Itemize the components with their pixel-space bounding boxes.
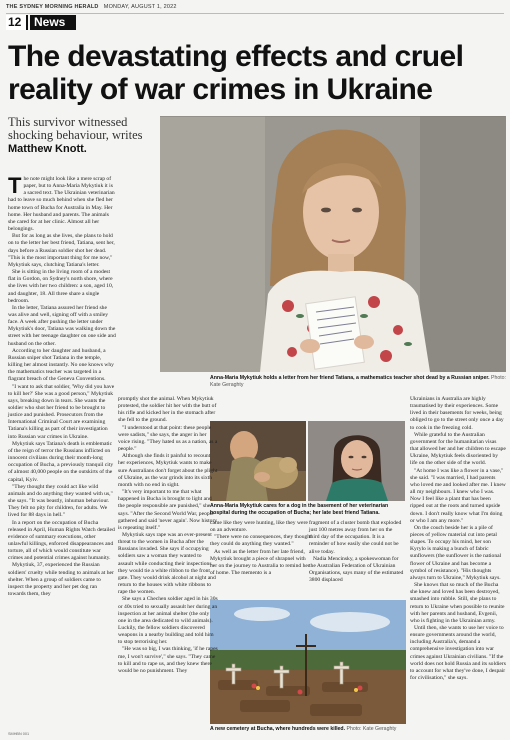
paragraph: She is sitting in the living room of a modest flat in Gordon, on Sydney's north shore, where she lives with her two children: a son, aged 10, and daughter, 18. All three share a single bedroom. (8, 269, 114, 304)
body-column-3 (210, 520, 312, 577)
paragraph: Until then, she wants to use her voice to ensure governments around the world, including Australia's, demand a comprehensive investigation into war crimes against Ukrainian civilians. "If the world does not hold Russia and its soldiers to account for what they've done, I despair for civilisation," she says. (410, 625, 506, 682)
paragraph: While grateful to the Australian government for the humanitarian visas that allowed her and her children to escape Ukraine, Mykytiuk feels disoriented by life on the other side of the world. (410, 431, 506, 467)
paragraph: "I want to ask that soldier, 'Why did you have to kill her?' She was a good person," Mykytiuk says, breaking down in tears. She wants the soldier who shot her friend to be brought to justice and punished. Prosecutors from the International Criminal Court are examining Tatiana's killing as part of their investigation into Russian war crimes in Ukraine. (8, 383, 115, 440)
print-code: SMHBN 001 (8, 732, 30, 736)
paragraph: "At home I was like a flower in a vase," she said. "I was married, I had parents who loved me and looked after me. I knew all my neighbours. I knew who I was. Now I feel like a plant that has been ripped out at the roots and turned upside down. I don't really know what I'm doing or who I am any more." (410, 467, 506, 524)
paragraph: "It's very important to me that what happened in Bucha is brought to light and the people responsible are punished," she says. "After the Second World War, people gathered and said 'never again'. Now history is repeating itself." (118, 489, 218, 531)
paragraph: Although she finds it painful to recount her experiences, Mykytiuk wants to make sure Australians don't forget about the plight of Ukraine, as the war grinds into its sixth month with no end in sight. (118, 453, 218, 488)
inset-photo-friend (308, 421, 405, 501)
issue-date: MONDAY, AUGUST 1, 2022 (103, 4, 177, 10)
body-column-5 (410, 396, 506, 682)
standfirst (8, 116, 158, 156)
friend-portrait-image (308, 421, 405, 501)
paragraph: Ukrainians in Australia are highly traumatised by their experiences. Some lived in their basements for weeks, being obliged to go to the street only once a day to cook in the freezing cold. (410, 396, 504, 431)
paragraph: "He was so big, I was thinking, 'if he rapes me, I won't survive'," she says. "They came to kill and to rape us, and they knew there would be no punishment. They (118, 646, 218, 674)
paragraph: Mykytiuk says rape was an ever-present threat to the women in Bucha after the Russians invaded. She says if occupying soldiers saw a woman they wanted to assault while conducting their inspections, they would tie a white ribbon to the front gate. They would drink alcohol at night and return to the houses with white ribbons to rape the women. (118, 531, 216, 596)
paragraph: Mykytiuk says Tatiana's death is emblematic of the reign of terror the Russians inflicted on innocent civilians during their month-long occupation of Bucha, a previously tranquil city of almost 40,000 people on the outskirts of the capital, Kyiv. (8, 440, 114, 483)
page-number: 12 (6, 15, 28, 30)
masthead (6, 4, 504, 13)
paragraph: In the letter, Tatiana assured her friend she was alive and well, signing off with a smiley face. A week after pushing the letter under Mykytiuk's door, Tatiana was walking down the street with her teenage daughter on one side and husband on the other. (8, 304, 116, 347)
body-column-4 (309, 520, 404, 584)
paragraph: promptly shot the animal. When Mykytiuk protested, the soldier hit her with the butt of his rifle and kicked her in the stomach after she fell to the ground. (118, 396, 217, 424)
dog-care-image (210, 421, 306, 501)
paragraph: fragment of a cluster bomb that exploded just 100 metres away from her on the third day of the occupation. It is a reminder of how easily she could not be alive today. (309, 520, 402, 555)
byline: Matthew Knott. (8, 143, 87, 155)
cemetery-image (210, 600, 406, 724)
paragraph: On the couch beside her is a pile of pieces of yellow material cut into petal shapes. To occupy his mind, her son Kyrylo is making a bunch of fabric sunflowers (the sunflower is the national flower of Ukraine and has become a symbol of resistance). "His thoughts always turn to Ukraine," Mykytiuk says. (410, 524, 502, 581)
paper-name: THE SYDNEY MORNING HERALD (6, 4, 99, 10)
main-caption-text: Anna-Maria Mykytiuk holds a letter from her friend Tatiana, a mathematics teacher shot dead by a Russian sniper. (210, 375, 490, 381)
paragraph: "I understood at that point: these people were sadists," she says, the anger in her voice rising. "They hated us as a nation, as a people." (118, 424, 218, 453)
paragraph: came like they were hunting, like they were on an adventure. (210, 520, 308, 534)
paragraph: Mykytiuk, 37, experienced the Russian soldiers' cruelty while tending to animals at her shelter. When a group of soldiers came to inspect the property and her pet dog ran towards them, they (8, 562, 114, 598)
paragraph: She says a Chechen soldier aged in his 30s or 40s tried to sexually assault her during an inspection at her animal shelter (the only one in the area dedicated to wild animals). Luckily, the fellow soldiers discovered weapons in a nearby building and told him to stop terrorising her. (118, 596, 218, 646)
paragraph: Nadia Mencinsky, a spokeswoman for the Australian Federation of Ukrainian Organisations, says many of the estimated 3800 displaced (309, 555, 404, 584)
main-caption-credit: Photo: Kate Geraghty (210, 375, 506, 388)
paragraph: As well as the letter from her late friend, Mykytiuk brought a piece of shrapnel with her on the journey to Australia to remind her of home. The memento is a (210, 548, 310, 577)
headline: The devastating effects and cruel reality of war crimes in Ukraine (8, 40, 464, 106)
paragraph: "They thought they could act like wild animals and do anything they wanted with us," she says. "It was beastly, inhuman behaviour. They felt no pity for children, for adults. We lived for 88 days in hell." (8, 483, 113, 519)
cemetery-photo-caption (210, 726, 406, 733)
inset-photo-dog (210, 421, 306, 501)
body-column-1 (8, 173, 116, 598)
paragraph: But for as long as she lives, she plans to hold on to the letter her best friend, Tatiana, sent her, days before a Russian soldier shot her dead. "This is the most important thing for me now," Mykytiuk says, clutching Tatiana's letter. (8, 233, 115, 268)
cemetery-caption-text: A new cemetery at Bucha, where hundreds were killed. (210, 726, 346, 732)
paragraph: In a report on the occupation of Bucha released in April, Human Rights Watch detailed evidence of summary executions, other unlawful killings, enforced disappearances and torture, all of which would constitute war crimes and potential crimes against humanity. (8, 519, 115, 562)
body-column-2 (118, 396, 218, 675)
cemetery-photo (210, 600, 406, 724)
paragraph: "There were no consequences, they thought they could do anything they wanted." (210, 534, 312, 548)
inset-photo-caption (210, 503, 406, 516)
portrait-image (160, 116, 506, 372)
drop-cap: T (8, 173, 22, 198)
main-photo (160, 116, 506, 372)
section-label: News (30, 15, 76, 30)
inset-caption-text: Anna-Maria Mykytiuk cares for a dog in the basement of her veterinarian hospital during the occupation of Bucha; her late best friend Tatiana. (210, 503, 389, 516)
section-bar (6, 13, 504, 30)
paragraph: According to her daughter and husband, a Russian sniper shot Tatiana in the temple, killing her almost instantly. No one knows why the mathematics teacher was targeted in a flagrant breach of the Geneva Conventions. (8, 347, 114, 383)
standfirst-text: This survivor witnessed shocking behaviour, writes (8, 115, 143, 142)
main-photo-caption (210, 375, 506, 388)
paragraph: he note might look like a mere scrap of paper, but to Anna-Maria Mykytiuk it is a sacred text. The Ukrainian veterinarian had to leave so much behind when she fled her home town of Bucha for Australia in May. Her home. Her husband and parents. The animals she cared for at her clinic. Almost all her belongings. (8, 176, 115, 233)
paragraph: She knows that so much of the Bucha she knew and loved has been destroyed, smashed into rubble. Still, she plans to return to Ukraine when possible to reunite with her parents and husband, Evgenii, who is fighting in the Ukrainian army. (410, 582, 505, 624)
cemetery-caption-credit: Photo: Kate Geraghty (346, 726, 397, 732)
